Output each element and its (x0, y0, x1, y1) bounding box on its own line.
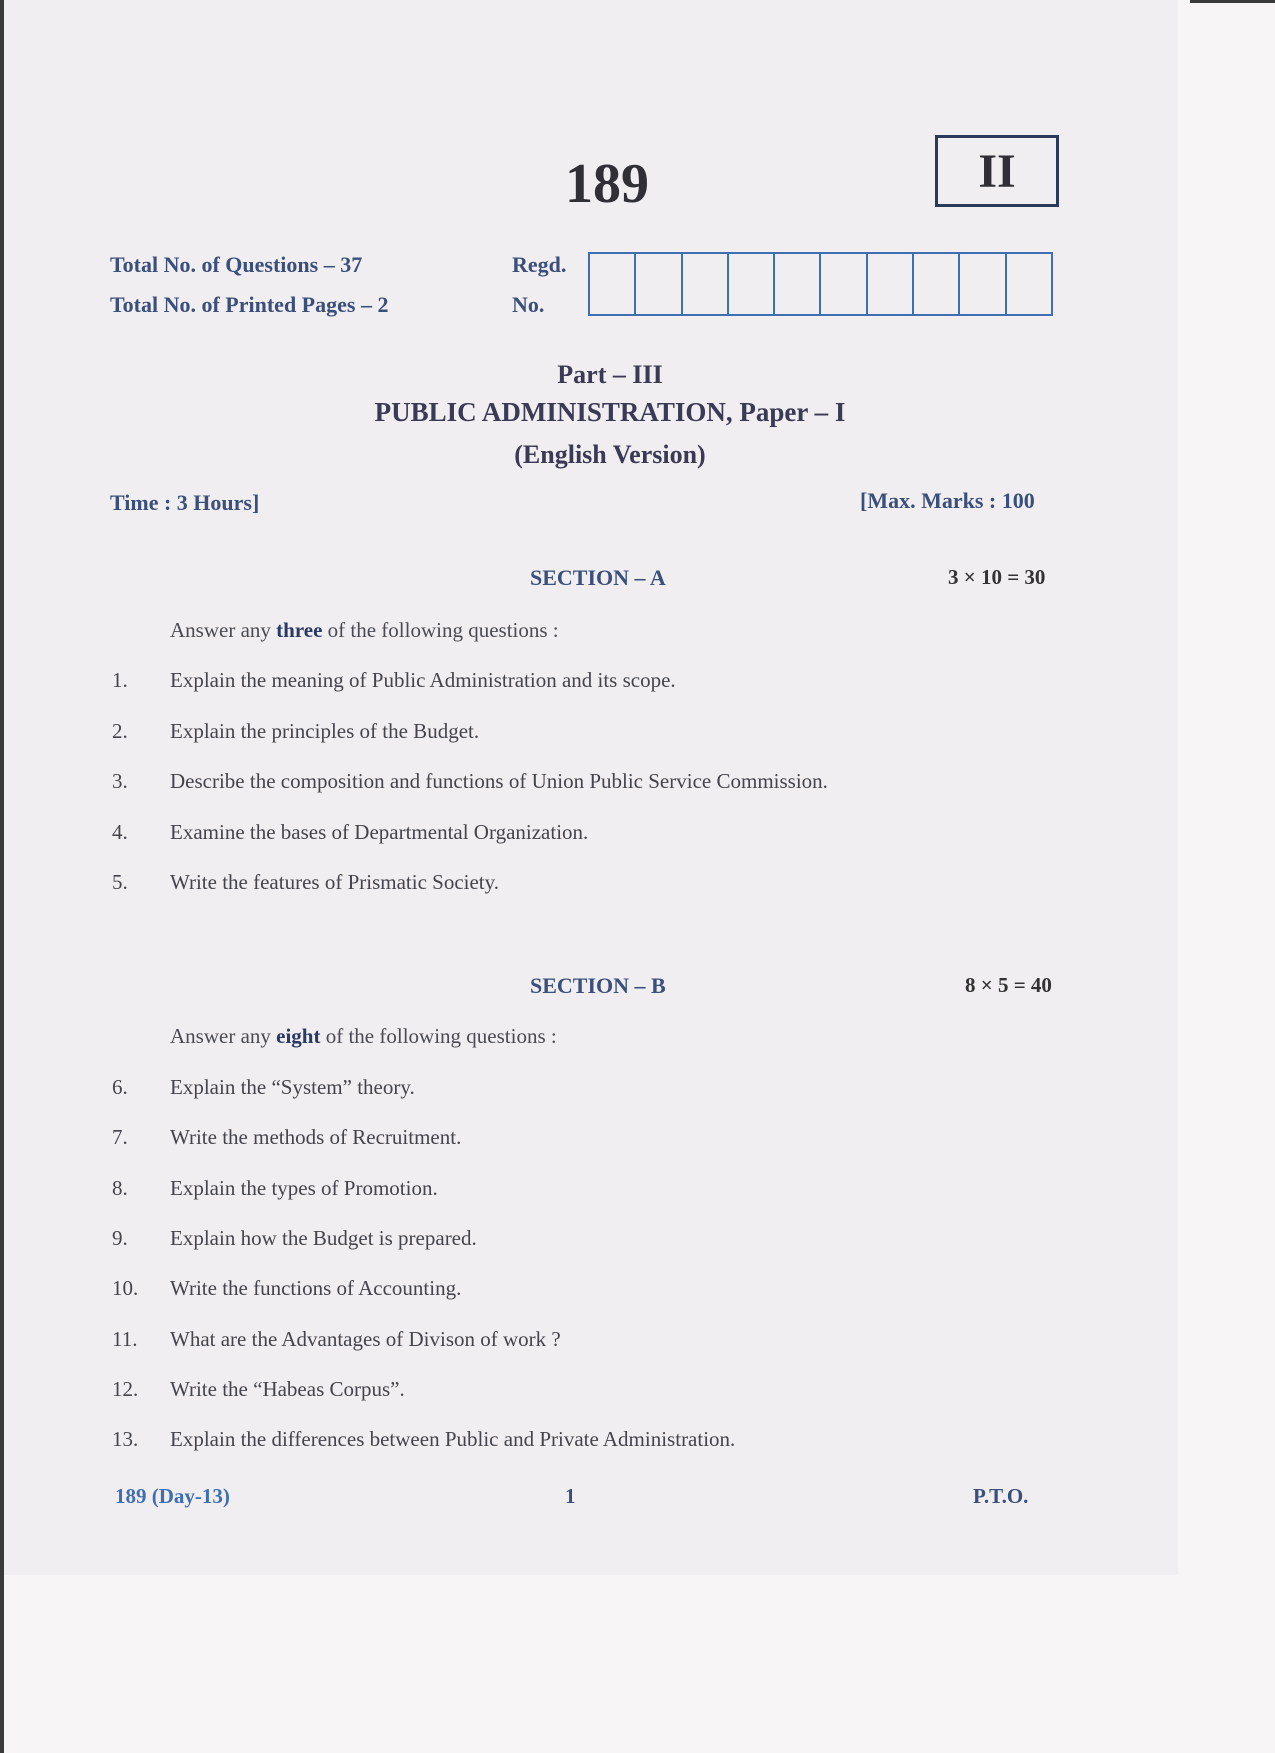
question-number: 13. (112, 1427, 139, 1452)
question-text: Describe the composition and functions of Union Public Service Commission. (170, 769, 828, 793)
question-text: Explain the “System” theory. (170, 1075, 415, 1099)
question-text: Explain the meaning of Public Administration and its scope. (170, 668, 676, 692)
regd-digit-box (729, 254, 775, 314)
footer-paper-code: 189 (Day-13) (115, 1484, 230, 1508)
instruction-bold: eight (276, 1024, 321, 1048)
footer-page-number: 1 (565, 1484, 576, 1508)
question-number: 2. (112, 718, 128, 743)
regd-digit-box (960, 254, 1006, 314)
question-number: 3. (112, 769, 128, 793)
exam-time: Time : 3 Hours] (110, 490, 260, 515)
question-number: 10. (112, 1276, 139, 1301)
instruction-text: of the following questions : (322, 618, 559, 642)
question-text: What are the Advantages of Divison of work ? (170, 1326, 561, 1351)
regd-label-no: No. (512, 292, 545, 317)
question-text: Examine the bases of Departmental Organization. (170, 819, 589, 844)
instruction-text: Answer any (170, 618, 277, 642)
question-number: 9. (112, 1225, 128, 1250)
total-questions: Total No. of Questions – 37 (110, 252, 363, 277)
footer-pto: P.T.O. (973, 1484, 1029, 1508)
regd-digit-box (590, 254, 636, 314)
version-title: (English Version) (514, 440, 706, 469)
question-text: Write the functions of Accounting. (170, 1276, 462, 1301)
question-number: 8. (112, 1175, 128, 1200)
question-number: 7. (112, 1125, 128, 1150)
total-pages: Total No. of Printed Pages – 2 (110, 292, 389, 317)
scan-edge-left (0, 0, 4, 1753)
section-b-title: SECTION – B (530, 973, 666, 998)
regd-digit-box (1007, 254, 1051, 314)
regd-label: Regd. (512, 252, 567, 277)
regd-digit-box (636, 254, 682, 314)
section-a-instruction (170, 618, 559, 643)
question-number: 5. (112, 870, 128, 894)
question-text: Write the features of Prismatic Society. (170, 870, 500, 894)
regd-digit-box (914, 254, 960, 314)
question-number: 1. (112, 668, 128, 692)
part-title: Part – III (557, 360, 663, 389)
question-text: Explain the differences between Public and Private Administration. (170, 1427, 736, 1452)
section-b-instruction (170, 1024, 557, 1049)
regd-digit-box (683, 254, 729, 314)
regd-digit-box (868, 254, 914, 314)
question-number: 4. (112, 819, 128, 844)
instruction-text: of the following questions : (320, 1024, 557, 1048)
question-text: Explain the principles of the Budget. (170, 718, 480, 743)
subject-title: PUBLIC ADMINISTRATION, Paper – I (374, 397, 846, 427)
instruction-text: Answer any (170, 1024, 277, 1048)
question-number: 6. (112, 1075, 128, 1099)
instruction-bold: three (276, 618, 323, 642)
regd-digit-box (775, 254, 821, 314)
question-number: 12. (112, 1376, 139, 1401)
regd-digit-box (821, 254, 867, 314)
question-text: Explain the types of Promotion. (170, 1175, 438, 1200)
section-a-marks: 3 × 10 = 30 (948, 565, 1046, 589)
max-marks: [Max. Marks : 100 (860, 488, 1035, 513)
section-a-title: SECTION – A (530, 565, 666, 590)
scan-edge-top (1190, 0, 1275, 3)
question-text: Write the “Habeas Corpus”. (170, 1376, 405, 1401)
year-box: II (935, 135, 1059, 207)
question-text: Explain how the Budget is prepared. (170, 1225, 477, 1250)
question-number: 11. (112, 1326, 138, 1351)
paper-code: 189 (565, 153, 649, 215)
question-text: Write the methods of Recruitment. (170, 1125, 462, 1150)
registration-number-boxes (588, 252, 1053, 316)
section-b-marks: 8 × 5 = 40 (965, 973, 1052, 997)
